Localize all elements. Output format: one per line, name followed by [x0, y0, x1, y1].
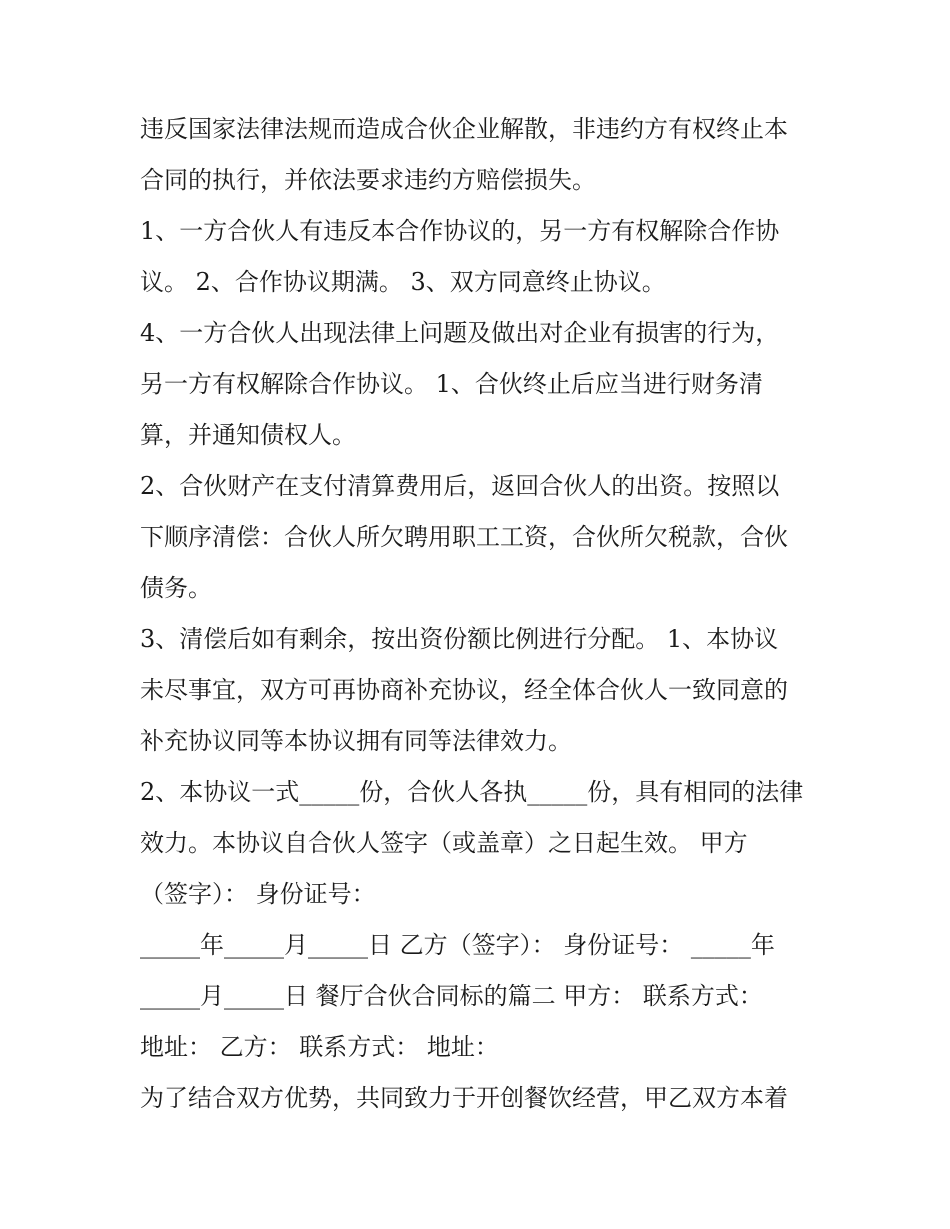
text-line: 下顺序清偿：合伙人所欠聘用职工工资，合伙所欠税款，合伙 — [140, 523, 788, 551]
document-body — [140, 104, 820, 1124]
text-line: 合同的执行，并依法要求违约方赔偿损失。 — [140, 166, 596, 194]
text-line: 为了结合双方优势，共同致力于开创餐饮经营，甲乙双方本着 — [140, 1084, 788, 1112]
text-line: 地址： 乙方： 联系方式： 地址： — [140, 1033, 499, 1061]
text-line: 未尽事宜，双方可再协商补充协议，经全体合伙人一致同意的 — [140, 676, 788, 704]
text-line: 算，并通知债权人。 — [140, 421, 356, 449]
text-line: 4、一方合伙人出现法律上问题及做出对企业有损害的行为， — [140, 319, 780, 347]
text-line: 效力。本协议自合伙人签字（或盖章）之日起生效。 甲方 — [140, 829, 748, 857]
text-line: 2、合伙财产在支付清算费用后，返回合伙人的出资。按照以 — [140, 472, 780, 500]
text-line: 另一方有权解除合作协议。 1、合伙终止后应当进行财务清 — [140, 370, 763, 398]
text-line: 补充协议同等本协议拥有同等法律效力。 — [140, 727, 572, 755]
text-line: _____月_____日 餐厅合伙合同标的篇二 甲方： 联系方式： — [140, 982, 763, 1010]
text-line: 债务。 — [140, 574, 212, 602]
text-line: 违反国家法律法规而造成合伙企业解散，非违约方有权终止本 — [140, 115, 788, 143]
text-line: 1、一方合伙人有违反本合作协议的，另一方有权解除合作协 — [140, 217, 780, 245]
text-line: 议。 2、合作协议期满。 3、双方同意终止协议。 — [140, 268, 666, 296]
text-line: （签字）： 身份证号： — [140, 880, 376, 908]
text-line: 2、本协议一式_____份，合伙人各执_____份，具有相同的法律 — [140, 778, 804, 806]
text-line: 3、清偿后如有剩余，按出资份额比例进行分配。 1、本协议 — [140, 625, 779, 653]
text-line: _____年_____月_____日 乙方（签字）： 身份证号： _____年 — [140, 931, 775, 959]
